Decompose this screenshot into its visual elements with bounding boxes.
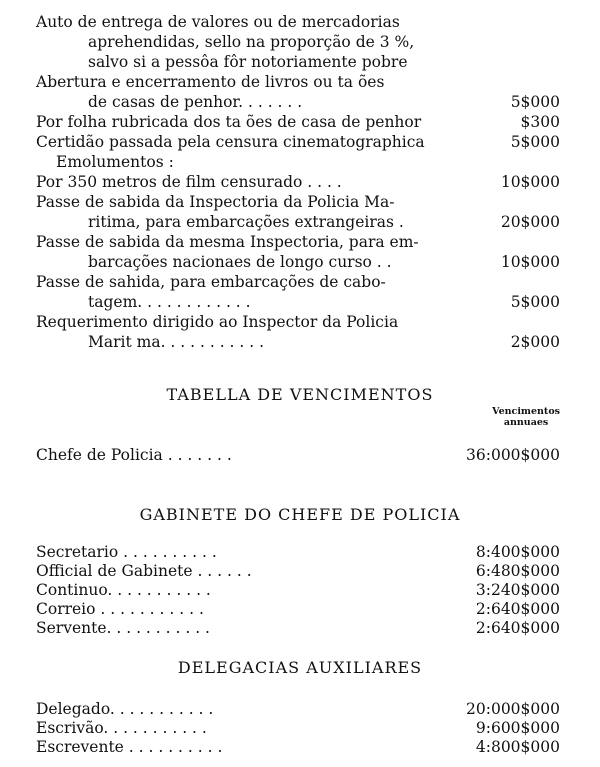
salary-label: Escrivão. . . . . . . . . . . [36,719,207,737]
fee-line: Passe de sahida, para embarcações de cabo- [36,273,386,291]
salary-label: Correio . . . . . . . . . . . [36,600,204,618]
salary-label: Official de Gabinete . . . . . . [36,562,252,580]
fee-line: barcações nacionaes de longo curso . . [88,253,392,271]
fee-line: Abertura e encerramento de livros ou ta ões [36,73,385,91]
fee-line: salvo si a pessôa fôr notoriamente pobre [88,53,408,71]
fee-line: Passe de sabida da mesma Inspectoria, para em- [36,233,419,251]
fee-line: Certidão passada pela censura cinematographica [36,133,425,151]
salary-value: 20:000$000 [466,700,560,718]
fee-line: de casas de penhor. . . . . . . [88,93,303,111]
fee-line: Por folha rubricada dos ta ões de casa de penhor [36,113,422,131]
salary-label: Escrevente . . . . . . . . . . [36,738,223,756]
fee-subheading: Emolumentos : [56,153,174,171]
fee-value: 5$000 [510,293,560,311]
column-header-line: annuaes [503,417,549,428]
salary-value: 2:640$000 [475,619,560,637]
fee-line: Passe de sabida da Inspectoria da Policia Ma- [36,193,395,211]
salary-value: 2:640$000 [475,600,560,618]
fee-value: $300 [520,113,560,131]
section-title: GABINETE DO CHEFE DE POLICIA [139,505,461,524]
salary-label: Chefe de Policia . . . . . . . [36,446,232,464]
salary-value: 36:000$000 [466,446,560,464]
salary-value: 8:400$000 [475,543,560,561]
fee-value: 20$000 [500,213,560,231]
fee-value: 5$000 [510,93,560,111]
fee-line: Requerimento dirigido ao Inspector da Policia [36,313,399,331]
fee-line: Marit ma. . . . . . . . . . . [88,333,265,351]
salary-value: 9:600$000 [475,719,560,737]
column-header [492,406,560,428]
fee-line: Auto de entrega de valores ou de mercadorias [36,13,400,31]
salary-label: Servente. . . . . . . . . . . [36,619,210,637]
salary-value: 6:480$000 [475,562,560,580]
fee-line: ritima, para embarcações extrangeiras . [88,213,404,231]
fee-value: 10$000 [500,253,560,271]
fee-line: aprehendidas, sello na proporção de 3 %, [88,33,415,51]
salary-label: Continuo. . . . . . . . . . . [36,581,211,599]
fee-line: tagem. . . . . . . . . . . . [88,293,251,311]
column-header-line: Vencimentos [492,406,560,417]
section-title: TABELLA DE VENCIMENTOS [166,385,434,404]
section-title: DELEGACIAS AUXILIARES [177,658,423,677]
fee-line: Por 350 metros de film censurado . . . . [36,173,342,191]
salary-value: 3:240$000 [475,581,560,599]
salary-label: Secretario . . . . . . . . . . [36,543,217,561]
fee-value: 10$000 [500,173,560,191]
salary-label: Delegado. . . . . . . . . . . [36,700,214,718]
fee-value: 5$000 [510,133,560,151]
fee-value: 2$000 [510,333,560,351]
salary-value: 4:800$000 [475,738,560,756]
